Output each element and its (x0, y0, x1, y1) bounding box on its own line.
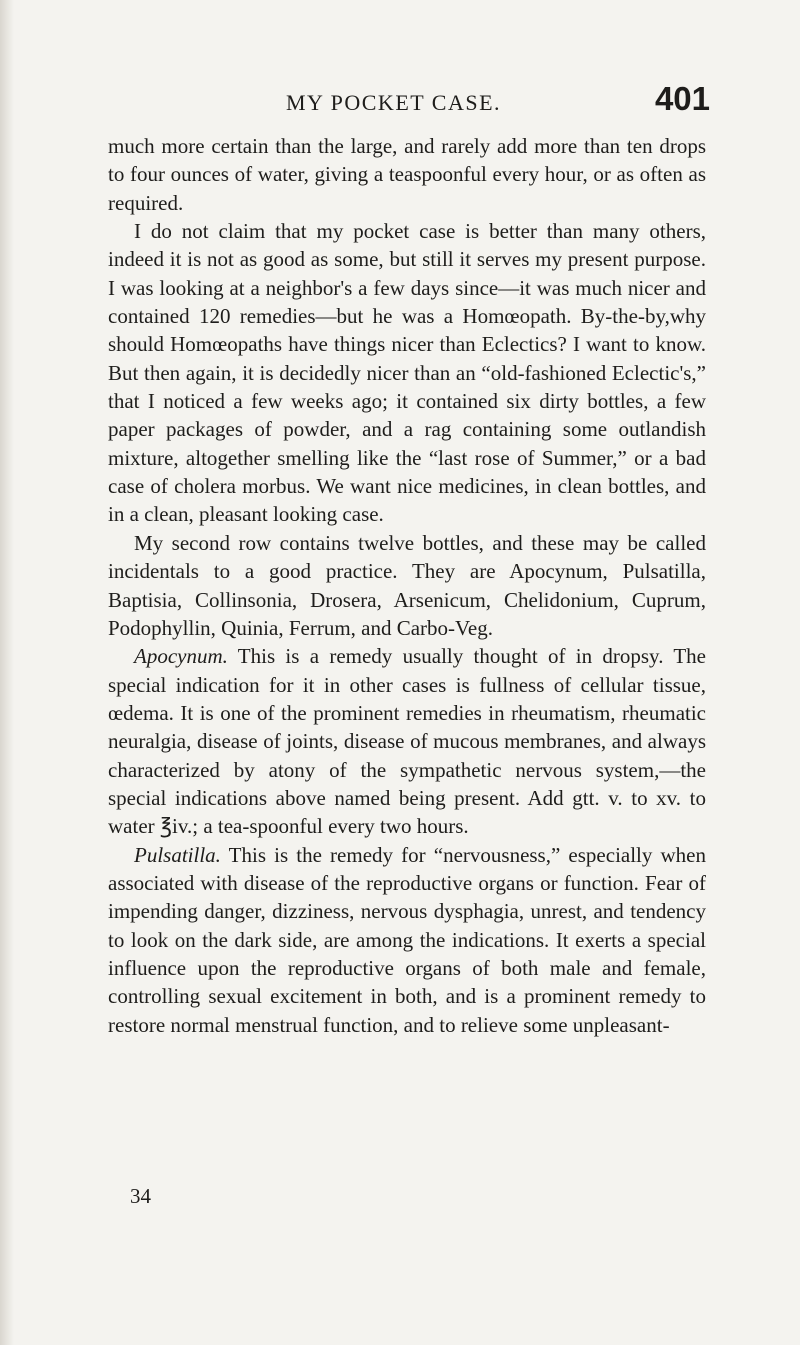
paragraph-continued: much more certain than the large, and rarely add more than ten drops to four ounces of water, giving a teaspoonful every hour, or as often as required. (108, 134, 706, 215)
signature-mark: 34 (130, 1184, 151, 1208)
paragraph-pocket-case: I do not claim that my pocket case is better than many others, indeed it is not as good as some, but still it serves my present purpose. I was looking at a neighbor's a few days since—it was much nicer and contained 120 remedies—but he was a Homœopath. By-the-by,why should Homœopaths have things nicer than Eclectics? I want to know. But then again, it is decidedly nicer than an “old-fashioned Eclectic's,” that I noticed a few weeks ago; it contained six dirty bottles, a few paper packages of powder, and a rag containing some outlandish mixture, altogether smelling like the “last rose of Summer,” or a bad case of cholera morbus. We want nice medicines, in clean bottles, and in a clean, pleasant looking case. (108, 219, 706, 527)
paragraph-second-row: My second row contains twelve bottles, and these may be called incidentals to a good practice. They are Apocynum, Pulsatilla, Baptisia, Collinsonia, Drosera, Arsenicum, Chelidonium, Cuprum, Podophyllin, Quinia, Ferrum, and Carbo-Veg. (108, 530, 706, 640)
body-text (108, 132, 706, 1039)
pulsatilla-text: This is the remedy for “nervousness,” especially when associated with disease of the reproductive organs or function. Fear of impending danger, dizziness, nervous dysphagia, unrest, and tendency to look on the dark side, are among the indications. It exerts a special influence upon the reproductive organs of both male and female, controlling sexual excitement in both, and is a prominent remedy to restore normal menstrual function, and to relieve some unpleasant- (108, 842, 706, 1037)
page-header (108, 80, 710, 124)
page-number: 401 (654, 80, 710, 117)
page-edge-shadow (0, 0, 14, 1345)
running-head: MY POCKET CASE. (286, 90, 502, 115)
term-apocynum: Apocynum. (134, 644, 228, 669)
term-pulsatilla: Pulsatilla. (134, 842, 221, 867)
apocynum-text: This is a remedy usually thought of in dropsy. The special indication for it in other cases is fullness of cellular tissue, œdema. It is one of the prominent remedies in rheumatism, rheumatic neuralgia, disease of joints, disease of mucous membranes, and always characterized by atony of the sympathetic nervous system,—the special indications above named being present. Add gtt. v. to xv. to water ℥iv.; a tea-spoonful every two hours. (108, 644, 706, 839)
paragraph-pulsatilla (108, 841, 706, 1039)
paragraph-apocynum (108, 642, 706, 840)
